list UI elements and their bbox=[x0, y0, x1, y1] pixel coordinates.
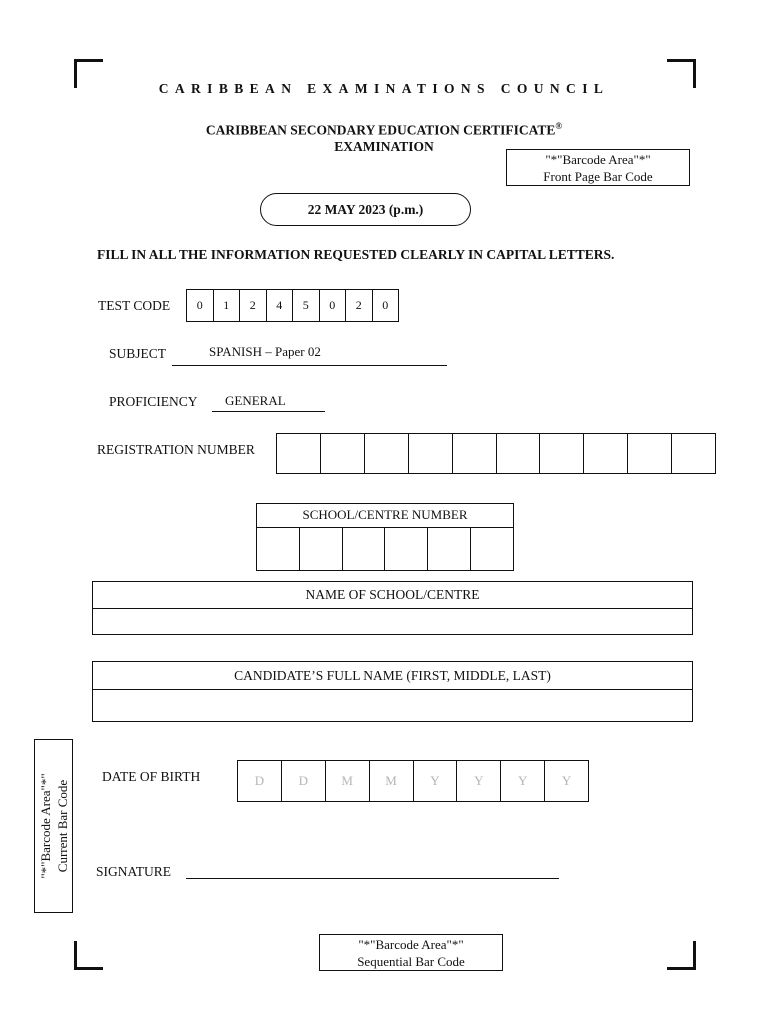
registration-number-box[interactable] bbox=[277, 434, 321, 473]
school-centre-number-cell[interactable] bbox=[257, 528, 300, 570]
dob-day-box[interactable]: D bbox=[238, 761, 282, 801]
registration-number-box[interactable] bbox=[409, 434, 453, 473]
test-code-digit: 2 bbox=[346, 290, 373, 321]
test-code-digit: 4 bbox=[267, 290, 294, 321]
signature-line[interactable] bbox=[186, 878, 559, 879]
dob-year-box[interactable]: Y bbox=[457, 761, 501, 801]
sequential-barcode-area bbox=[319, 934, 503, 971]
instruction-text: FILL IN ALL THE INFORMATION REQUESTED CLEARLY IN CAPITAL LETTERS. bbox=[97, 247, 615, 262]
proficiency-label: PROFICIENCY bbox=[109, 394, 198, 409]
subject-label: SUBJECT bbox=[109, 346, 167, 361]
registration-number-box[interactable] bbox=[628, 434, 672, 473]
candidate-name-box bbox=[92, 661, 693, 722]
test-code-digit: 0 bbox=[320, 290, 347, 321]
registration-number-grid bbox=[276, 433, 716, 474]
test-code-digit: 0 bbox=[187, 290, 214, 321]
registration-number-label: REGISTRATION NUMBER bbox=[97, 442, 255, 457]
corner-mark-bottom-right bbox=[667, 941, 696, 970]
candidate-name-label: CANDIDATE’S FULL NAME (FIRST, MIDDLE, LAST) bbox=[93, 662, 692, 690]
school-centre-number-cell[interactable] bbox=[428, 528, 471, 570]
school-name-field[interactable] bbox=[93, 609, 692, 634]
registered-mark: ® bbox=[555, 121, 563, 131]
subject-field[interactable]: SPANISH – Paper 02 bbox=[172, 344, 447, 366]
school-centre-number-cell[interactable] bbox=[343, 528, 386, 570]
school-centre-number-cell[interactable] bbox=[471, 528, 513, 570]
barcode-caption: Current Bar Code bbox=[54, 779, 70, 873]
signature-label: SIGNATURE bbox=[96, 864, 172, 879]
school-name-label: NAME OF SCHOOL/CENTRE bbox=[93, 582, 692, 609]
dob-year-box[interactable]: Y bbox=[501, 761, 545, 801]
registration-number-box[interactable] bbox=[672, 434, 715, 473]
dob-month-box[interactable]: M bbox=[326, 761, 370, 801]
barcode-area-label: "*"Barcode Area"*" bbox=[545, 152, 651, 167]
proficiency-field[interactable]: GENERAL bbox=[212, 393, 325, 412]
school-centre-number-label: SCHOOL/CENTRE NUMBER bbox=[257, 504, 513, 528]
registration-number-box[interactable] bbox=[321, 434, 365, 473]
certificate-title-line2: EXAMINATION bbox=[334, 138, 434, 154]
council-title: CARIBBEAN EXAMINATIONS COUNCIL bbox=[158, 81, 610, 96]
test-code-grid bbox=[186, 289, 399, 322]
barcode-area-label: "*"Barcode Area"*" bbox=[358, 937, 464, 952]
current-barcode-text bbox=[37, 741, 71, 911]
registration-number-box[interactable] bbox=[453, 434, 497, 473]
date-of-birth-grid bbox=[237, 760, 589, 802]
registration-number-box[interactable] bbox=[584, 434, 628, 473]
registration-number-box[interactable] bbox=[497, 434, 541, 473]
school-name-box bbox=[92, 581, 693, 635]
certificate-title-line1: CARIBBEAN SECONDARY EDUCATION CERTIFICATE bbox=[205, 122, 556, 138]
date-of-birth-label: DATE OF BIRTH bbox=[102, 769, 201, 784]
registration-number-box[interactable] bbox=[540, 434, 584, 473]
front-page-barcode-area bbox=[506, 149, 690, 186]
dob-year-box[interactable]: Y bbox=[561, 773, 572, 788]
school-centre-number-box bbox=[256, 503, 514, 571]
school-centre-number-cells bbox=[257, 528, 513, 570]
test-code-label: TEST CODE bbox=[98, 298, 171, 313]
barcode-caption: Front Page Bar Code bbox=[543, 169, 653, 184]
school-centre-number-cell[interactable] bbox=[385, 528, 428, 570]
barcode-area-label: "*"Barcode Area"*" bbox=[37, 773, 53, 879]
current-barcode-area bbox=[34, 739, 73, 913]
candidate-name-field[interactable] bbox=[93, 690, 692, 721]
registration-number-box[interactable] bbox=[365, 434, 409, 473]
corner-mark-bottom-left bbox=[74, 941, 103, 970]
test-code-digit: 0 bbox=[382, 298, 389, 312]
dob-day-box[interactable]: D bbox=[282, 761, 326, 801]
dob-month-box[interactable]: M bbox=[370, 761, 414, 801]
dob-year-box[interactable]: Y bbox=[414, 761, 458, 801]
exam-date: 22 MAY 2023 (p.m.) bbox=[260, 193, 471, 226]
test-code-digit: 2 bbox=[240, 290, 267, 321]
test-code-digit: 1 bbox=[214, 290, 241, 321]
barcode-caption: Sequential Bar Code bbox=[357, 954, 465, 969]
test-code-digit: 5 bbox=[293, 290, 320, 321]
school-centre-number-cell[interactable] bbox=[300, 528, 343, 570]
